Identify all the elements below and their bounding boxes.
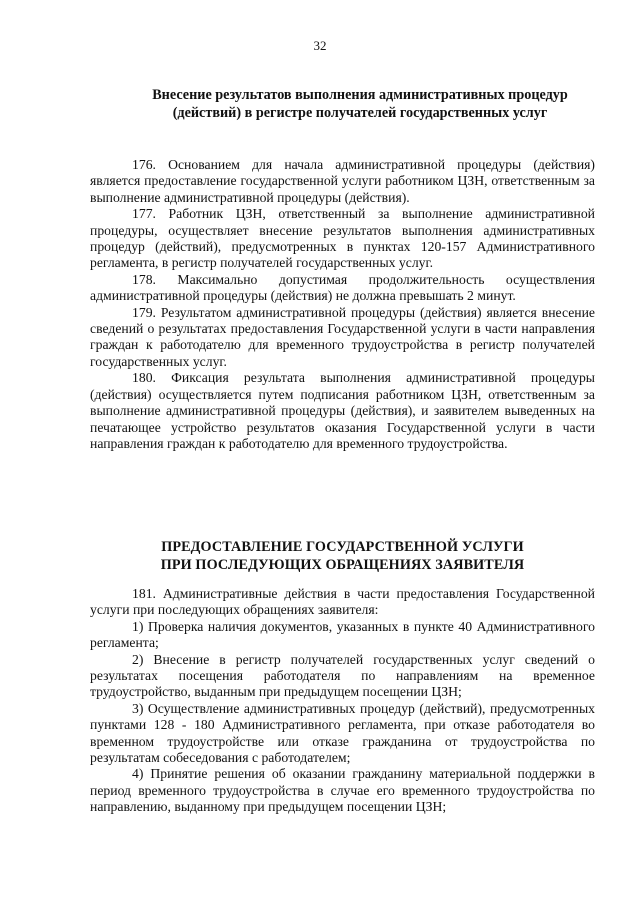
section-body-repeat-requests: [90, 586, 595, 816]
section-heading-repeat-requests: [90, 538, 595, 574]
list-item: 1) Проверка наличия документов, указанных в пункте 40 Административного регламента;: [90, 618, 595, 651]
list-item: 2) Внесение в регистр получателей государственных услуг сведений о результатах посещения работодателя по направлениям на временное трудоустройство, выданным при предыдущем посещении ЦЗН;: [90, 651, 595, 700]
paragraph-178: 178. Максимально допустимая продолжительность осуществления административной процедуры (действия) не должна превышать 2 минут.: [90, 271, 595, 304]
paragraph-179: 179. Результатом административной процедуры (действия) является внесение сведений о результатах предоставления Государственной услуги в части направления граждан к работодателю для временного трудоустройства в регистр получателей государственных услуг.: [90, 304, 595, 369]
paragraph-181: 181. Административные действия в части предоставления Государственной услуги при последующих обращениях заявителя:: [90, 586, 595, 618]
section-heading-line: (действий) в регистре получателей государственных услуг: [172, 105, 548, 121]
section-heading-line: ПРЕДОСТАВЛЕНИЕ ГОСУДАРСТВЕННОЙ УСЛУГИ: [161, 539, 524, 555]
list-item: 3) Осуществление административных процедур (действий), предусмотренных пунктами 128 - 180 Административного регламента, при отказе работодателя во временном трудоустройстве или отказе гражданина от трудоустройства по результатам собеседования с работодателем;: [90, 700, 595, 766]
paragraph-177: 177. Работник ЦЗН, ответственный за выполнение административной процедуры, осуществляет внесение результатов выполнения административных процедур (действий), предусмотренных в пунктах 120-157 Административного регламента, в регистр получателей государственных услуг.: [90, 206, 595, 271]
page-number: 32: [313, 38, 327, 53]
section-body-registry: [90, 157, 595, 452]
section-heading-line: ПРИ ПОСЛЕДУЮЩИХ ОБРАЩЕНИЯХ ЗАЯВИТЕЛЯ: [160, 557, 525, 573]
section-heading-registry: [120, 86, 600, 122]
paragraph-176: 176. Основанием для начала административной процедуры (действия) является предоставление государственной услуги работником ЦЗН, ответственным за выполнение административной процедуры (действия).: [90, 157, 595, 205]
section-heading-line: Внесение результатов выполнения административных процедур: [152, 87, 568, 103]
paragraph-180: 180. Фиксация результата выполнения административной процедуры (действия) осуществляется путем подписания работником ЦЗН, ответственным за выполнение административной процедуры (действия), и заявителем выведенных на печатающее устройство результатов оказания Государственной услуги в части направления граждан к работодателю для временного трудоустройства.: [90, 370, 595, 451]
list-item: 4) Принятие решения об оказании гражданину материальной поддержки в период временного трудоустройства в случае его временного трудоустройства по направлению, выданному при предыдущем посещении ЦЗН;: [90, 766, 595, 815]
